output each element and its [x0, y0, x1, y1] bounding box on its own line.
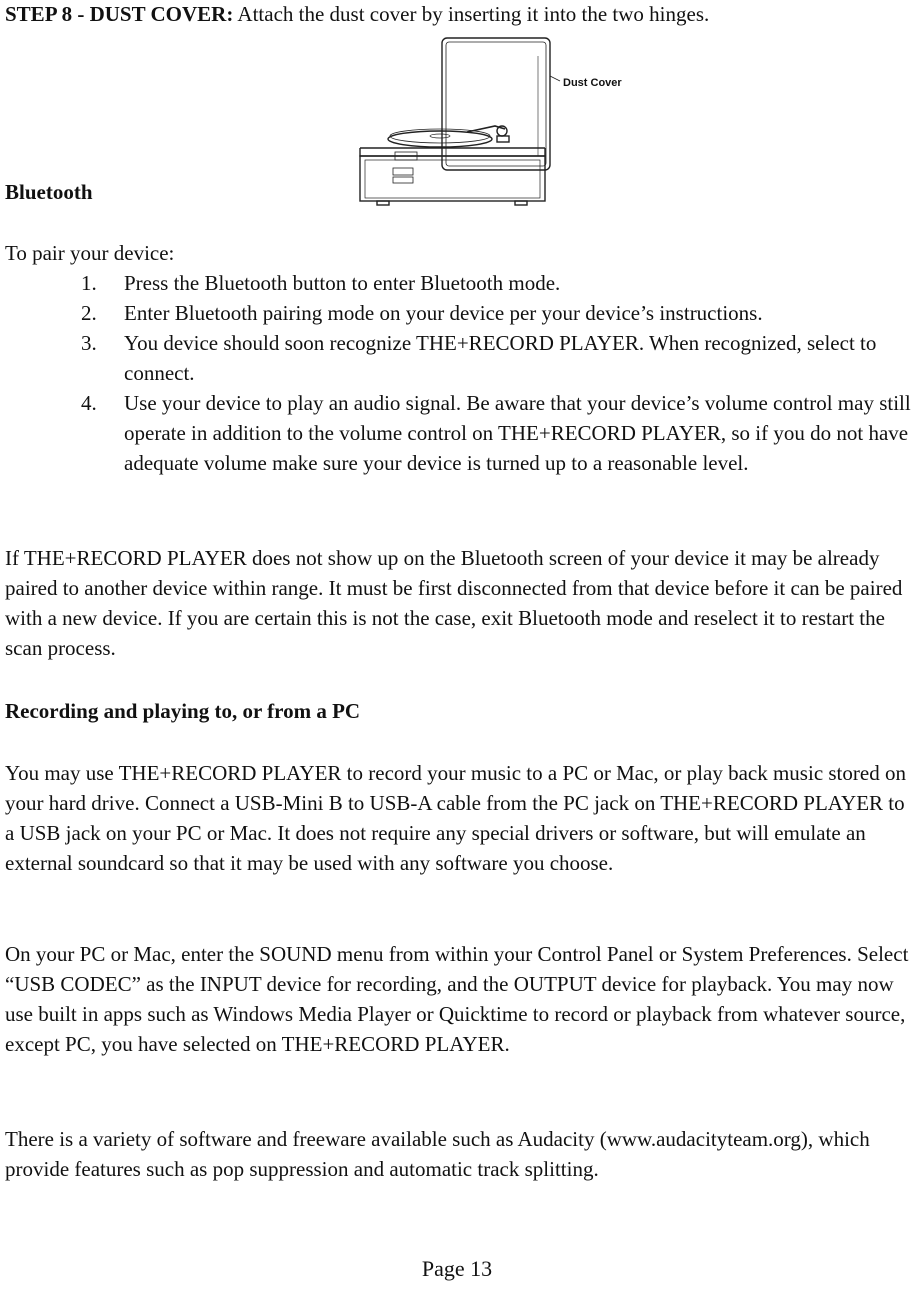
- bluetooth-intro: To pair your device:: [5, 241, 175, 265]
- step8-label: STEP 8 - DUST COVER:: [5, 2, 234, 26]
- recording-paragraph-3: There is a variety of software and freeware available such as Audacity (www.audacityteam.org), which provide features such as pop suppression and automatic track splitting.: [5, 1127, 870, 1181]
- list-text: Press the Bluetooth button to enter Bluetooth mode.: [124, 271, 561, 295]
- list-item: [0, 268, 914, 298]
- list-number: 1.: [81, 271, 97, 295]
- record-player-icon: [355, 36, 645, 212]
- bluetooth-steps-list: [0, 268, 914, 478]
- recording-heading: Recording and playing to, or from a PC: [5, 699, 361, 723]
- list-text: Use your device to play an audio signal. Be aware that your device’s volume control may still operate in addition to the volume control on THE+RECORD PLAYER, so if you do not have adequate volume make sure your device is turned up to a reasonable level.: [124, 391, 911, 475]
- list-item: [0, 298, 914, 328]
- step8-text: Attach the dust cover by inserting it into the two hinges.: [237, 2, 710, 26]
- list-number: 3.: [81, 331, 97, 355]
- dust-cover-callout: Dust Cover: [563, 77, 622, 89]
- recording-paragraph-1: You may use THE+RECORD PLAYER to record your music to a PC or Mac, or play back music stored on your hard drive. Connect a USB-Mini B to USB-A cable from the PC jack on THE+RECORD PLAYER to a USB jack on your PC or Mac. It does not require any special drivers or software, but will emulate an external soundcard so that it may be used with any software you choose.: [5, 761, 906, 875]
- list-item: [0, 388, 914, 478]
- record-player-illustration: [355, 36, 645, 212]
- recording-paragraph-2: On your PC or Mac, enter the SOUND menu from within your Control Panel or System Preferences. Select “USB CODEC” as the INPUT device for recording, and the OUTPUT device for playback. You may now use built in apps such as Windows Media Player or Quicktime to record or playback from whatever source, except PC, you have selected on THE+RECORD PLAYER.: [5, 942, 909, 1056]
- step8-instruction: [5, 2, 709, 27]
- list-text: You device should soon recognize THE+RECORD PLAYER. When recognized, select to connect.: [124, 331, 877, 385]
- list-number: 4.: [81, 391, 97, 415]
- list-text: Enter Bluetooth pairing mode on your device per your device’s instructions.: [124, 301, 763, 325]
- bluetooth-heading: Bluetooth: [5, 180, 93, 204]
- list-item: [0, 328, 914, 388]
- page-number: Page 13: [421, 1256, 493, 1281]
- list-number: 2.: [81, 301, 97, 325]
- bluetooth-note: If THE+RECORD PLAYER does not show up on the Bluetooth screen of your device it may be already paired to another device within range. It must be first disconnected from that device before it can be paired with a new device. If you are certain this is not the case, exit Bluetooth mode and reselect it to restart the scan process.: [5, 546, 903, 660]
